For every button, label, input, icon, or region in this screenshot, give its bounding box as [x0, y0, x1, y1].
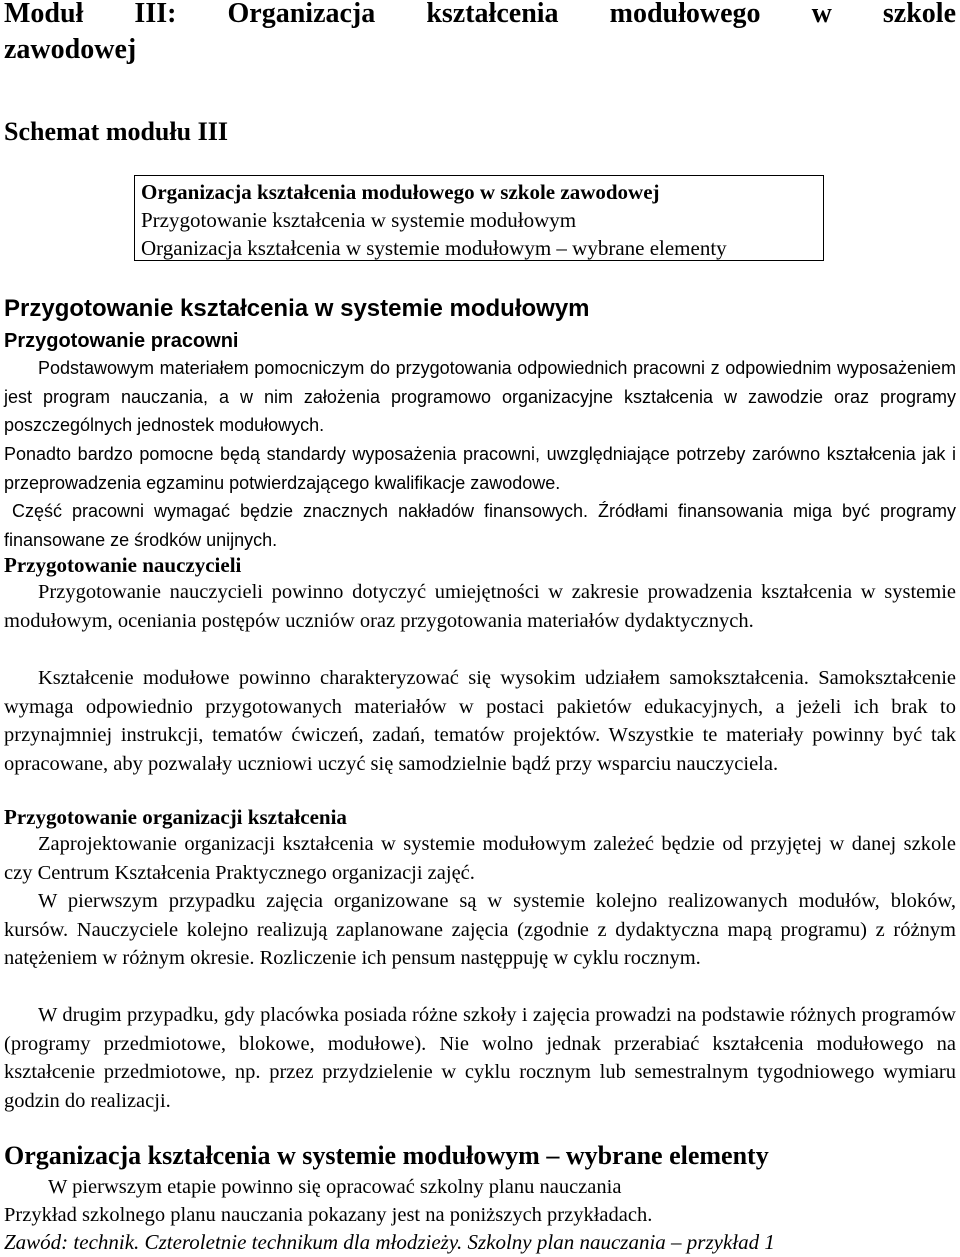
table-caption: Zawód: technik. Czteroletnie technikum dla młodzieży. Szkolny plan nauczania – przykład 1: [4, 1230, 775, 1254]
section-heading-preparation: Przygotowanie kształcenia w systemie modułowym: [4, 295, 590, 322]
paragraph: Część pracowni wymagać będzie znacznych nakładów finansowych. Źródłami finansowania miga być programy finansowane ze środków unijnych.: [4, 501, 956, 550]
scheme-box-title: Organizacja kształcenia modułowego w szkole zawodowej: [141, 180, 660, 204]
section-heading-organization-elements: Organizacja kształcenia w systemie modułowym – wybrane elementy: [4, 1141, 769, 1170]
paragraph-line: W pierwszym etapie powinno się opracować szkolny planu nauczania: [48, 1176, 622, 1198]
paragraph: Zaprojektowanie organizacji kształcenia w systemie modułowym zależeć będzie od przyjętej w danej szkole czy Centrum Kształcenia Praktycznego organizacji zajęć.: [4, 833, 956, 884]
module-scheme-box: [134, 175, 824, 261]
paragraph: Przygotowanie nauczycieli powinno dotyczyć umiejętności w zakresie prowadzenia kształcenia w systemie modułowym, oceniania postępów uczniów oraz przygotowania materiałów dydaktycznych.: [4, 581, 956, 632]
paragraph-line: Przykład szkolnego planu nauczania pokazany jest na poniższych przykładach.: [4, 1204, 653, 1226]
subsection-heading-teachers: Przygotowanie nauczycieli: [4, 553, 242, 577]
paragraph: Podstawowym materiałem pomocniczym do przygotowania odpowiednich pracowni z odpowiednim wyposażeniem jest program nauczania, a w nim założenia programowo organizacyjne kształcenia w zawodzie oraz programy poszczególnych jednostek modułowych.: [4, 358, 956, 436]
subsection-heading-organization: Przygotowanie organizacji kształcenia: [4, 805, 347, 829]
paragraph: Ponadto bardzo pomocne będą standardy wyposażenia pracowni, uwzględniające potrzeby zarówno kształcenia jak i przeprowadzenia egzaminu potwierdzającego kwalifikacje zawodowe.: [4, 444, 956, 493]
scheme-heading: Schemat modułu III: [4, 117, 228, 146]
paragraph: Kształcenie modułowe powinno charakteryzować się wysokim udziałem samokształcenia. Samokształcenie wymaga odpowiednio przygotowanych materiałów w postaci pakietów edukacyjnych, a jeżeli ich brak to przynajmniej instrukcji, tematów ćwiczeń, zadań, tematów projektów. Wszystkie te materiały powinny być tak opracowane, aby pozwalały uczniowi uczyć się samodzielnie bądź przy wsparciu nauczyciela.: [4, 667, 956, 775]
subsection-heading-workshops: Przygotowanie pracowni: [4, 330, 239, 352]
paragraph: W pierwszym przypadku zajęcia organizowane są w systemie kolejno realizowanych modułów, bloków, kursów. Nauczyciele kolejno realizują zaplanowane zajęcia (zgodnie z dydaktyczna mapą programu) z różnym natężeniem w różnym okresie. Rozliczenie ich pensum następpuję w cyklu rocznym.: [4, 890, 956, 970]
paragraph: W drugim przypadku, gdy placówka posiada różne szkoły i zajęcia prowadzi na podstawie różnych programów (programy przedmiotowe, blokowe, modułowe). Nie wolno jednak przerabiać kształcenia modułowego na kształcenie przedmiotowe, np. przez przydzielenie w cyklu rocznym lub semestralnym tygodniowego wymiaru godzin do realizacji.: [4, 1004, 956, 1112]
module-title: Moduł III: Organizacja kształcenia modułowego w szkole: [4, 0, 956, 29]
module-title-continued: zawodowej: [4, 34, 137, 65]
scheme-item: Organizacja kształcenia w systemie modułowym – wybrane elementy: [141, 236, 727, 260]
scheme-item: Przygotowanie kształcenia w systemie modułowym: [141, 208, 577, 232]
